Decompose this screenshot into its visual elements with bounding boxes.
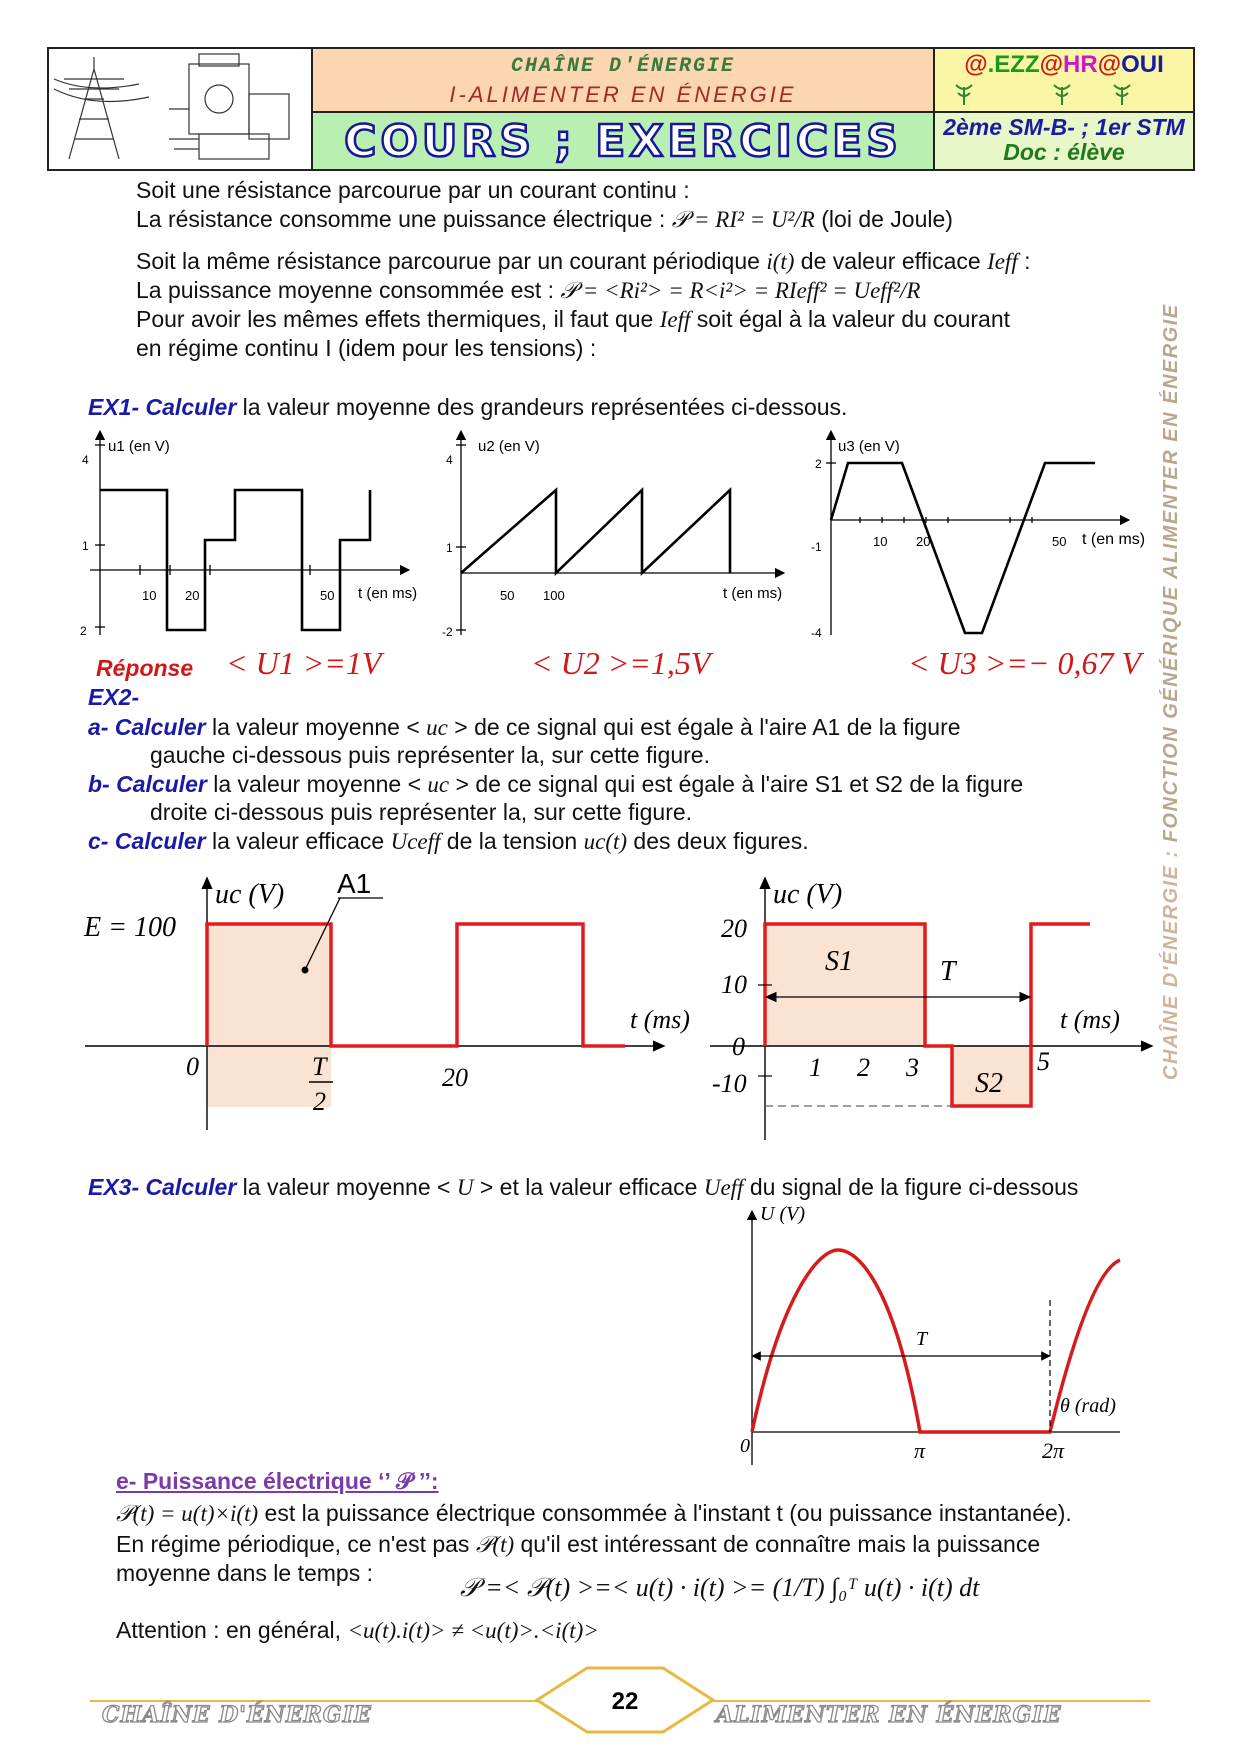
footer-right: ALIMENTER EN ÉNERGIE: [716, 1702, 1062, 1728]
u1-tick-2: 2: [80, 624, 87, 638]
graph-u3: [826, 435, 1125, 635]
u1-xlabel: t (en ms): [358, 585, 418, 602]
reponse-label: Réponse: [96, 655, 194, 681]
ex1-statement: EX1- Calculer la valeur moyenne des grandeurs représentées ci-dessous.: [88, 394, 848, 420]
u3-ylabel: u3 (en V): [838, 438, 900, 455]
ex3-statement: EX3- Calculer la valeur moyenne < U > et la valeur efficace Ueff du signal de la figure ci-dessous: [88, 1174, 1079, 1200]
ex3-period: T: [916, 1328, 928, 1350]
right-s2: S2: [975, 1068, 1003, 1099]
power-line-4: Attention : en général, <u(t).i(t)> ≠ <u(t)>.<i(t)>: [116, 1617, 599, 1643]
u1-ylabel: u1 (en V): [108, 438, 170, 455]
ex3-graph: [720, 1200, 1140, 1470]
pylon-engine-icon: [49, 49, 309, 167]
u2-tick-m2: -2: [442, 625, 453, 639]
left-area-label: A1: [337, 868, 372, 899]
u3-tick-2: 2: [815, 457, 822, 471]
right-tick-0: 0: [732, 1032, 745, 1061]
u2-xlabel: t (en ms): [723, 585, 783, 602]
left-zero: 0: [186, 1052, 199, 1081]
u1-tick-20: 20: [185, 588, 200, 603]
u3-tick-20: 20: [916, 534, 931, 549]
u2-tick-4: 4: [446, 453, 453, 467]
u2-tick-1: 1: [446, 541, 453, 555]
right-tick-10: 10: [721, 970, 747, 999]
right-period: T: [940, 956, 956, 987]
ex3-pi: π: [914, 1438, 926, 1463]
left-tick-20: 20: [442, 1063, 468, 1092]
left-ylabel: uc (V): [215, 879, 285, 910]
answer-u1: < U1 >=1V: [226, 645, 382, 681]
intro-line-4: La puissance moyenne consommée est : 𝒫 = <Ri²> = R<i²> = RIeff² = Ueff²/R: [136, 277, 921, 303]
u2-ylabel: u2 (en V): [478, 438, 540, 455]
cours-title: COURS ; EXERCICES: [344, 116, 902, 167]
ex2-a-line1: a- Calculer la valeur moyenne < uc > de ce signal qui est égale à l'aire A1 de la figure: [88, 714, 961, 740]
left-e-label: E = 100: [84, 912, 176, 943]
ex2-c-line: c- Calculer la valeur efficace Uceff de la tension uc(t) des deux figures.: [88, 828, 809, 854]
ex2-b-line2: droite ci-dessous puis représenter la, sur cette figure.: [150, 799, 693, 825]
ex3-ylabel: U (V): [760, 1203, 805, 1225]
ex3-zero: 0: [740, 1435, 750, 1457]
author: @.EZZ@HR@OUI: [964, 51, 1164, 78]
answer-u3: < U3 >=− 0,67 V: [908, 645, 1142, 681]
header-cours-cell: [312, 112, 934, 170]
left-xlabel: t (ms): [630, 1005, 690, 1034]
u3-xlabel: t (en ms): [1082, 531, 1146, 548]
intro-line-3: Soit la même résistance parcourue par un courant périodique i(t) de valeur efficace Ieff :: [136, 248, 1031, 274]
right-tick-1: 1: [809, 1053, 822, 1082]
power-line-2: En régime périodique, ce n'est pas 𝒫(t) qu'il est intéressant de connaître mais la puissance: [116, 1531, 1041, 1557]
power-formula: 𝒫 =< 𝒫(t) >=< u(t) · i(t) >= (1/T) ∫₀ᵀ u(t) · i(t) dt: [460, 1573, 980, 1602]
section-title: I-ALIMENTER EN ÉNERGIE: [449, 82, 797, 107]
ex3-xlabel: θ (rad): [1060, 1395, 1116, 1417]
graph-u2: [456, 435, 783, 635]
u3-tick-10: 10: [873, 534, 888, 549]
header-author-cell: [934, 48, 1194, 112]
level-main: 2ème SM-B- ; 1er STM: [943, 114, 1185, 140]
power-line-1: 𝒫(t) = u(t)×i(t) est la puissance électrique consommée à l'instant t (ou puissance instantanée).: [116, 1500, 1072, 1526]
side-vertical-text: CHAÎNE D'ÉNERGIE : FONCTION GÉNÉRIQUE ALIMENTER EN ÉNERGIE: [1160, 303, 1182, 1080]
right-tick-20: 20: [721, 914, 747, 943]
ex2-graphs: [80, 860, 1170, 1150]
header-table: [47, 47, 1195, 171]
u3-tick-50: 50: [1052, 534, 1067, 549]
left-t-num: T: [312, 1052, 327, 1081]
u2-tick-50: 50: [500, 588, 515, 603]
right-s1: S1: [825, 946, 853, 977]
u1-tick-4: 4: [82, 453, 89, 467]
ex3-two-pi: 2π: [1042, 1438, 1065, 1463]
intro-line-2: La résistance consomme une puissance électrique : 𝒫 = RI² = U²/R (loi de Joule): [136, 206, 953, 232]
u1-tick-10: 10: [142, 588, 157, 603]
left-t-den: 2: [313, 1087, 326, 1116]
graph-u1: [90, 435, 405, 635]
header-logo: [48, 48, 312, 170]
ex2-title: EX2-: [88, 684, 140, 710]
ex1-graphs: [80, 425, 1160, 645]
intro-line-5: Pour avoir les mêmes effets thermiques, il faut que Ieff soit égal à la valeur du courant: [136, 306, 1011, 332]
right-ylabel: uc (V): [773, 879, 843, 910]
u3-tick-m4: -4: [811, 626, 822, 640]
power-title: e- Puissance électrique ‘’ 𝒫 ’’:: [116, 1468, 439, 1494]
level-doc: Doc : élève: [1003, 139, 1125, 165]
ex2-b-line1: b- Calculer la valeur moyenne < uc > de ce signal qui est égale à l'aire S1 et S2 de la figure: [88, 771, 1024, 797]
intro-line-1: Soit une résistance parcourue par un courant continu :: [136, 177, 690, 203]
right-tick-2: 2: [857, 1053, 870, 1082]
header-level-cell: [934, 112, 1194, 170]
chain-title: CHAÎNE D'ÉNERGIE: [510, 55, 736, 78]
u1-tick-1: 1: [82, 539, 89, 553]
right-tick-3: 3: [906, 1053, 919, 1082]
header-title-cell: [312, 48, 934, 112]
ex2-a-line2: gauche ci-dessous puis représenter la, sur cette figure.: [150, 742, 710, 768]
right-xlabel: t (ms): [1060, 1005, 1120, 1034]
power-line-3: moyenne dans le temps :: [116, 1560, 373, 1586]
page-number: 22: [611, 1688, 639, 1715]
u3-tick-m1: -1: [811, 540, 822, 554]
intro-line-6: en régime continu I (idem pour les tensions) :: [136, 335, 597, 361]
footer-left: CHAÎNE D'ÉNERGIE: [102, 1702, 372, 1728]
right-tick-5: 5: [1037, 1047, 1050, 1076]
answer-u2: < U2 >=1,5V: [531, 645, 711, 681]
page-number-badge: [535, 1664, 715, 1736]
u1-tick-50: 50: [320, 588, 335, 603]
flower-icons: [944, 79, 1184, 107]
right-tick-m10: -10: [712, 1069, 747, 1098]
u2-tick-100: 100: [543, 588, 565, 603]
